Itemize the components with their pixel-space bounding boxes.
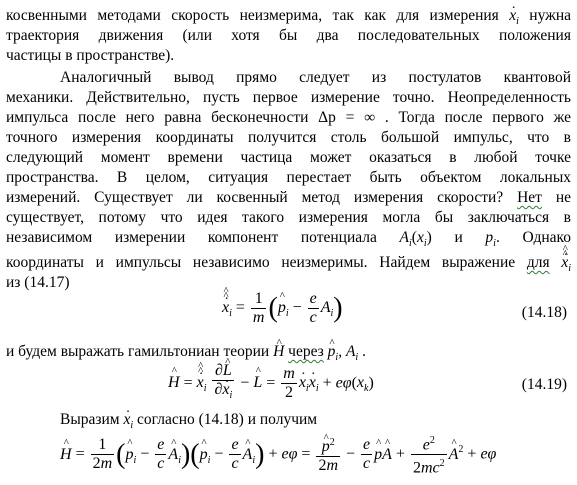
paragraph-2-line-4: точного измерения координаты получится столь большой импульс, что в	[6, 129, 571, 146]
paragraph-1-line-1: косвенными методами скорость неизмерима, так как для измерения . $x_i$ нужна	[6, 6, 571, 32]
equation-14-19-number: (14.19)	[521, 376, 567, 393]
paragraph-2-line-2: механики. Действительно, пусть первое измерение точно. Неопределенность	[6, 89, 571, 106]
paragraph-2-line-9: независимом измерении компонент потенциала $A_i(x_i)$ и $p_i$. Однако	[6, 229, 572, 250]
text-between-2: Выразим . $x_i$ согласно (14.18) и получим	[60, 410, 571, 436]
equation-14-19-body: ^ H = ^ . x $\^{}_i$ $\frac{\partial\^{} L}{\partial. x_i}$ − ^ L = $\frac{m}{2}$ . $x_i$. $x_i + e\varphi(x_k)$	[168, 362, 374, 405]
paragraph-2-line-5: следующий момент времени частица может оказаться в любой точке	[6, 149, 571, 166]
paragraph-2-line-6: пространства. В целом, ситуация перестает быть объектом локальных	[6, 169, 571, 186]
paragraph-2-line-7: измерений. Существует ли косвенный метод измерения скорости? Нет не	[6, 189, 572, 206]
paragraph-1-line-2: траектория движения (или хотя бы два последовательных положения	[6, 27, 571, 44]
equation-14-19	[0, 362, 577, 410]
paragraph-1-line-3: частицы в пространстве).	[6, 47, 175, 64]
equation-14-18	[0, 290, 577, 338]
paragraph-2-line-3: импульса после него равна бесконечности Δp = ∞ . Тогда после первого же	[6, 109, 572, 126]
equation-14-18-number: (14.18)	[521, 304, 567, 321]
paragraph-2-line-1: Аналогичный вывод прямо следует из постулатов квантовой	[60, 69, 571, 86]
paragraph-2-line-11: из (14.17)	[6, 274, 70, 291]
text-between-1: и будем выражать гамильтониан теории ^ H через ^ $p_i$, $A_i$ .	[6, 342, 366, 368]
paragraph-2-line-8: существует, потому что идея такого измерения могла бы заключаться в	[6, 209, 571, 226]
paragraph-2-line-10: координаты и импульсы независимо неизмеримы. Найдем выражение для ^ . x $\^{}_i$	[6, 253, 571, 279]
equation-14-18-body: ^ . x $\^{}_i$ = $\frac{1}{m}$ (^ $p_i$ − $\frac{e}{c}$ $A_i$)	[222, 290, 343, 327]
equation-hamiltonian	[0, 432, 577, 480]
equation-hamiltonian-body: ^ H = $\frac{1}{2m}$ (^ $p_i$ − $\frac{e}{c}$ ^ $A_i)(\^{}$ $p_i$ − $\frac{e}{c}$ ^ $A_i) + e\varphi$ = ^ $\frac{p^2}{2m}$ − $\frac{e}{c}$ ^ p^ A + $\frac{e^2}{2mc^2}$ ^ $A^2 + e\varphi$	[60, 432, 496, 478]
